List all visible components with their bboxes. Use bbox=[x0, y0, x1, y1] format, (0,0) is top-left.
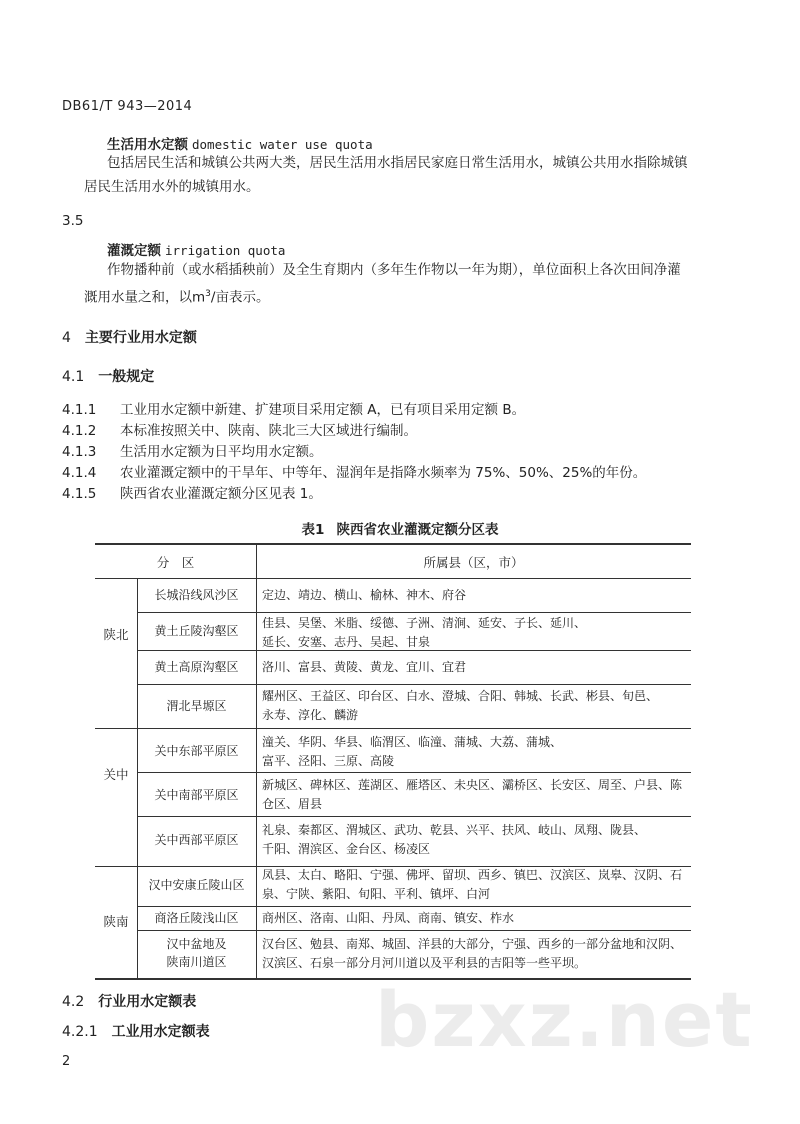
page-number: 2 bbox=[62, 1054, 71, 1069]
region-label: 陕南 bbox=[103, 914, 129, 929]
clause-number: 3.5 bbox=[62, 213, 84, 229]
counties-cell: 佳县、吴堡、米脂、绥德、子洲、清涧、延安、子长、延川、 延长、安塞、志丹、吴起、甘泉 bbox=[262, 616, 587, 649]
definition-line: 包括居民生活和城镇公共两大类，居民生活用水指居民家庭日常生活用水，城镇公共用水指除城镇 bbox=[107, 155, 688, 171]
list-item: 4.1.1 工业用水定额中新建、扩建项目采用定额 A，已有项目采用定额 B。 bbox=[62, 402, 526, 418]
counties-cell: 礼泉、秦都区、渭城区、武功、乾县、兴平、扶风、岐山、凤翔、陇县、 千阳、渭滨区、金台区、杨凌区 bbox=[262, 823, 647, 856]
counties-cell: 汉台区、勉县、南郑、城固、洋县的大部分，宁强、西乡的一部分盆地和汉阴、 汉滨区、石泉一部分月河川道以及平利县的吉阳等一些平坝。 bbox=[262, 937, 683, 970]
term-domestic-water-quota bbox=[107, 133, 373, 153]
col-header-counties: 所属县（区，市） bbox=[423, 555, 524, 570]
counties-cell: 凤县、太白、略阳、宁强、佛坪、留坝、西乡、镇巴、汉滨区、岚皋、汉阴、石 泉、宁陕、紫阳、旬阳、平利、镇坪、白河 bbox=[262, 868, 683, 901]
counties-cell: 洛川、富县、黄陵、黄龙、宜川、宜君 bbox=[262, 660, 467, 674]
counties-cell: 潼关、华阴、华县、临渭区、临潼、蒲城、大荔、蒲城、 富平、泾阳、三原、高陵 bbox=[262, 735, 563, 768]
table-caption: 表1 陕西省农业灌溉定额分区表 bbox=[301, 522, 499, 538]
list-item: 4.1.2 本标准按照关中、陕南、陕北三大区域进行编制。 bbox=[62, 423, 417, 439]
zone-cell: 关中南部平原区 bbox=[154, 788, 239, 802]
term-irrigation-quota bbox=[107, 239, 285, 259]
col-header-zone: 分 区 bbox=[156, 555, 195, 570]
region-label: 陕北 bbox=[103, 627, 129, 642]
term-en: irrigation quota bbox=[165, 243, 286, 258]
list-item: 4.1.5 陕西省农业灌溉定额分区见表 1。 bbox=[62, 486, 322, 502]
zone-cell: 商洛丘陵浅山区 bbox=[154, 911, 239, 925]
list-item: 4.1.4 农业灌溉定额中的干旱年、中等年、湿润年是指降水频率为 75%、50%、25%的年份。 bbox=[62, 465, 647, 481]
definition-line: 作物播种前（或水稻插秧前）及全生育期内（多年生作物以一年为期），单位面积上各次田间净灌 bbox=[107, 262, 681, 278]
definition-line: 居民生活用水外的城镇用水。 bbox=[84, 179, 260, 195]
counties-cell: 商州区、洛南、山阳、丹凤、商南、镇安、柞水 bbox=[262, 911, 515, 925]
counties-cell: 新城区、碑林区、莲湖区、雁塔区、未央区、灞桥区、长安区、周至、户县、陈 仓区、眉县 bbox=[262, 778, 683, 811]
term-zh: 灌溉定额 bbox=[107, 243, 161, 259]
zone-cell: 汉中安康丘陵山区 bbox=[148, 878, 245, 892]
zone-cell: 关中西部平原区 bbox=[154, 833, 239, 847]
zone-cell: 渭北旱塬区 bbox=[166, 699, 227, 713]
definition-line: 溉用水量之和，以$m^3/$亩表示。 bbox=[84, 289, 270, 306]
zone-cell: 汉中盆地及 陕南川道区 bbox=[166, 937, 227, 969]
zone-cell: 黄土高原沟壑区 bbox=[154, 660, 239, 674]
subsection-heading: 4.2.1 工业用水定额表 bbox=[62, 1024, 210, 1040]
region-label: 关中 bbox=[103, 767, 129, 782]
zone-cell: 关中东部平原区 bbox=[154, 744, 239, 758]
counties-cell: 耀州区、王益区、印台区、白水、澄城、合阳、韩城、长武、彬县、旬邑、 永寿、淳化、麟游 bbox=[262, 689, 659, 722]
zone-cell: 长城沿线风沙区 bbox=[154, 588, 239, 602]
standard-code: DB61/T 943—2014 bbox=[62, 99, 193, 114]
subsection-heading: 4.1 一般规定 bbox=[62, 369, 155, 385]
subsection-heading: 4.2 行业用水定额表 bbox=[62, 994, 197, 1010]
term-zh: 生活用水定额 bbox=[107, 137, 188, 153]
list-item: 4.1.3 生活用水定额为日平均用水定额。 bbox=[62, 444, 323, 460]
counties-cell: 定边、靖边、横山、榆林、神木、府谷 bbox=[262, 588, 467, 602]
term-en: domestic water use quota bbox=[192, 137, 373, 152]
section-heading: 4 主要行业用水定额 bbox=[62, 330, 197, 346]
zone-cell: 黄土丘陵沟壑区 bbox=[154, 624, 239, 638]
watermark: bzxz.net bbox=[375, 975, 754, 1064]
